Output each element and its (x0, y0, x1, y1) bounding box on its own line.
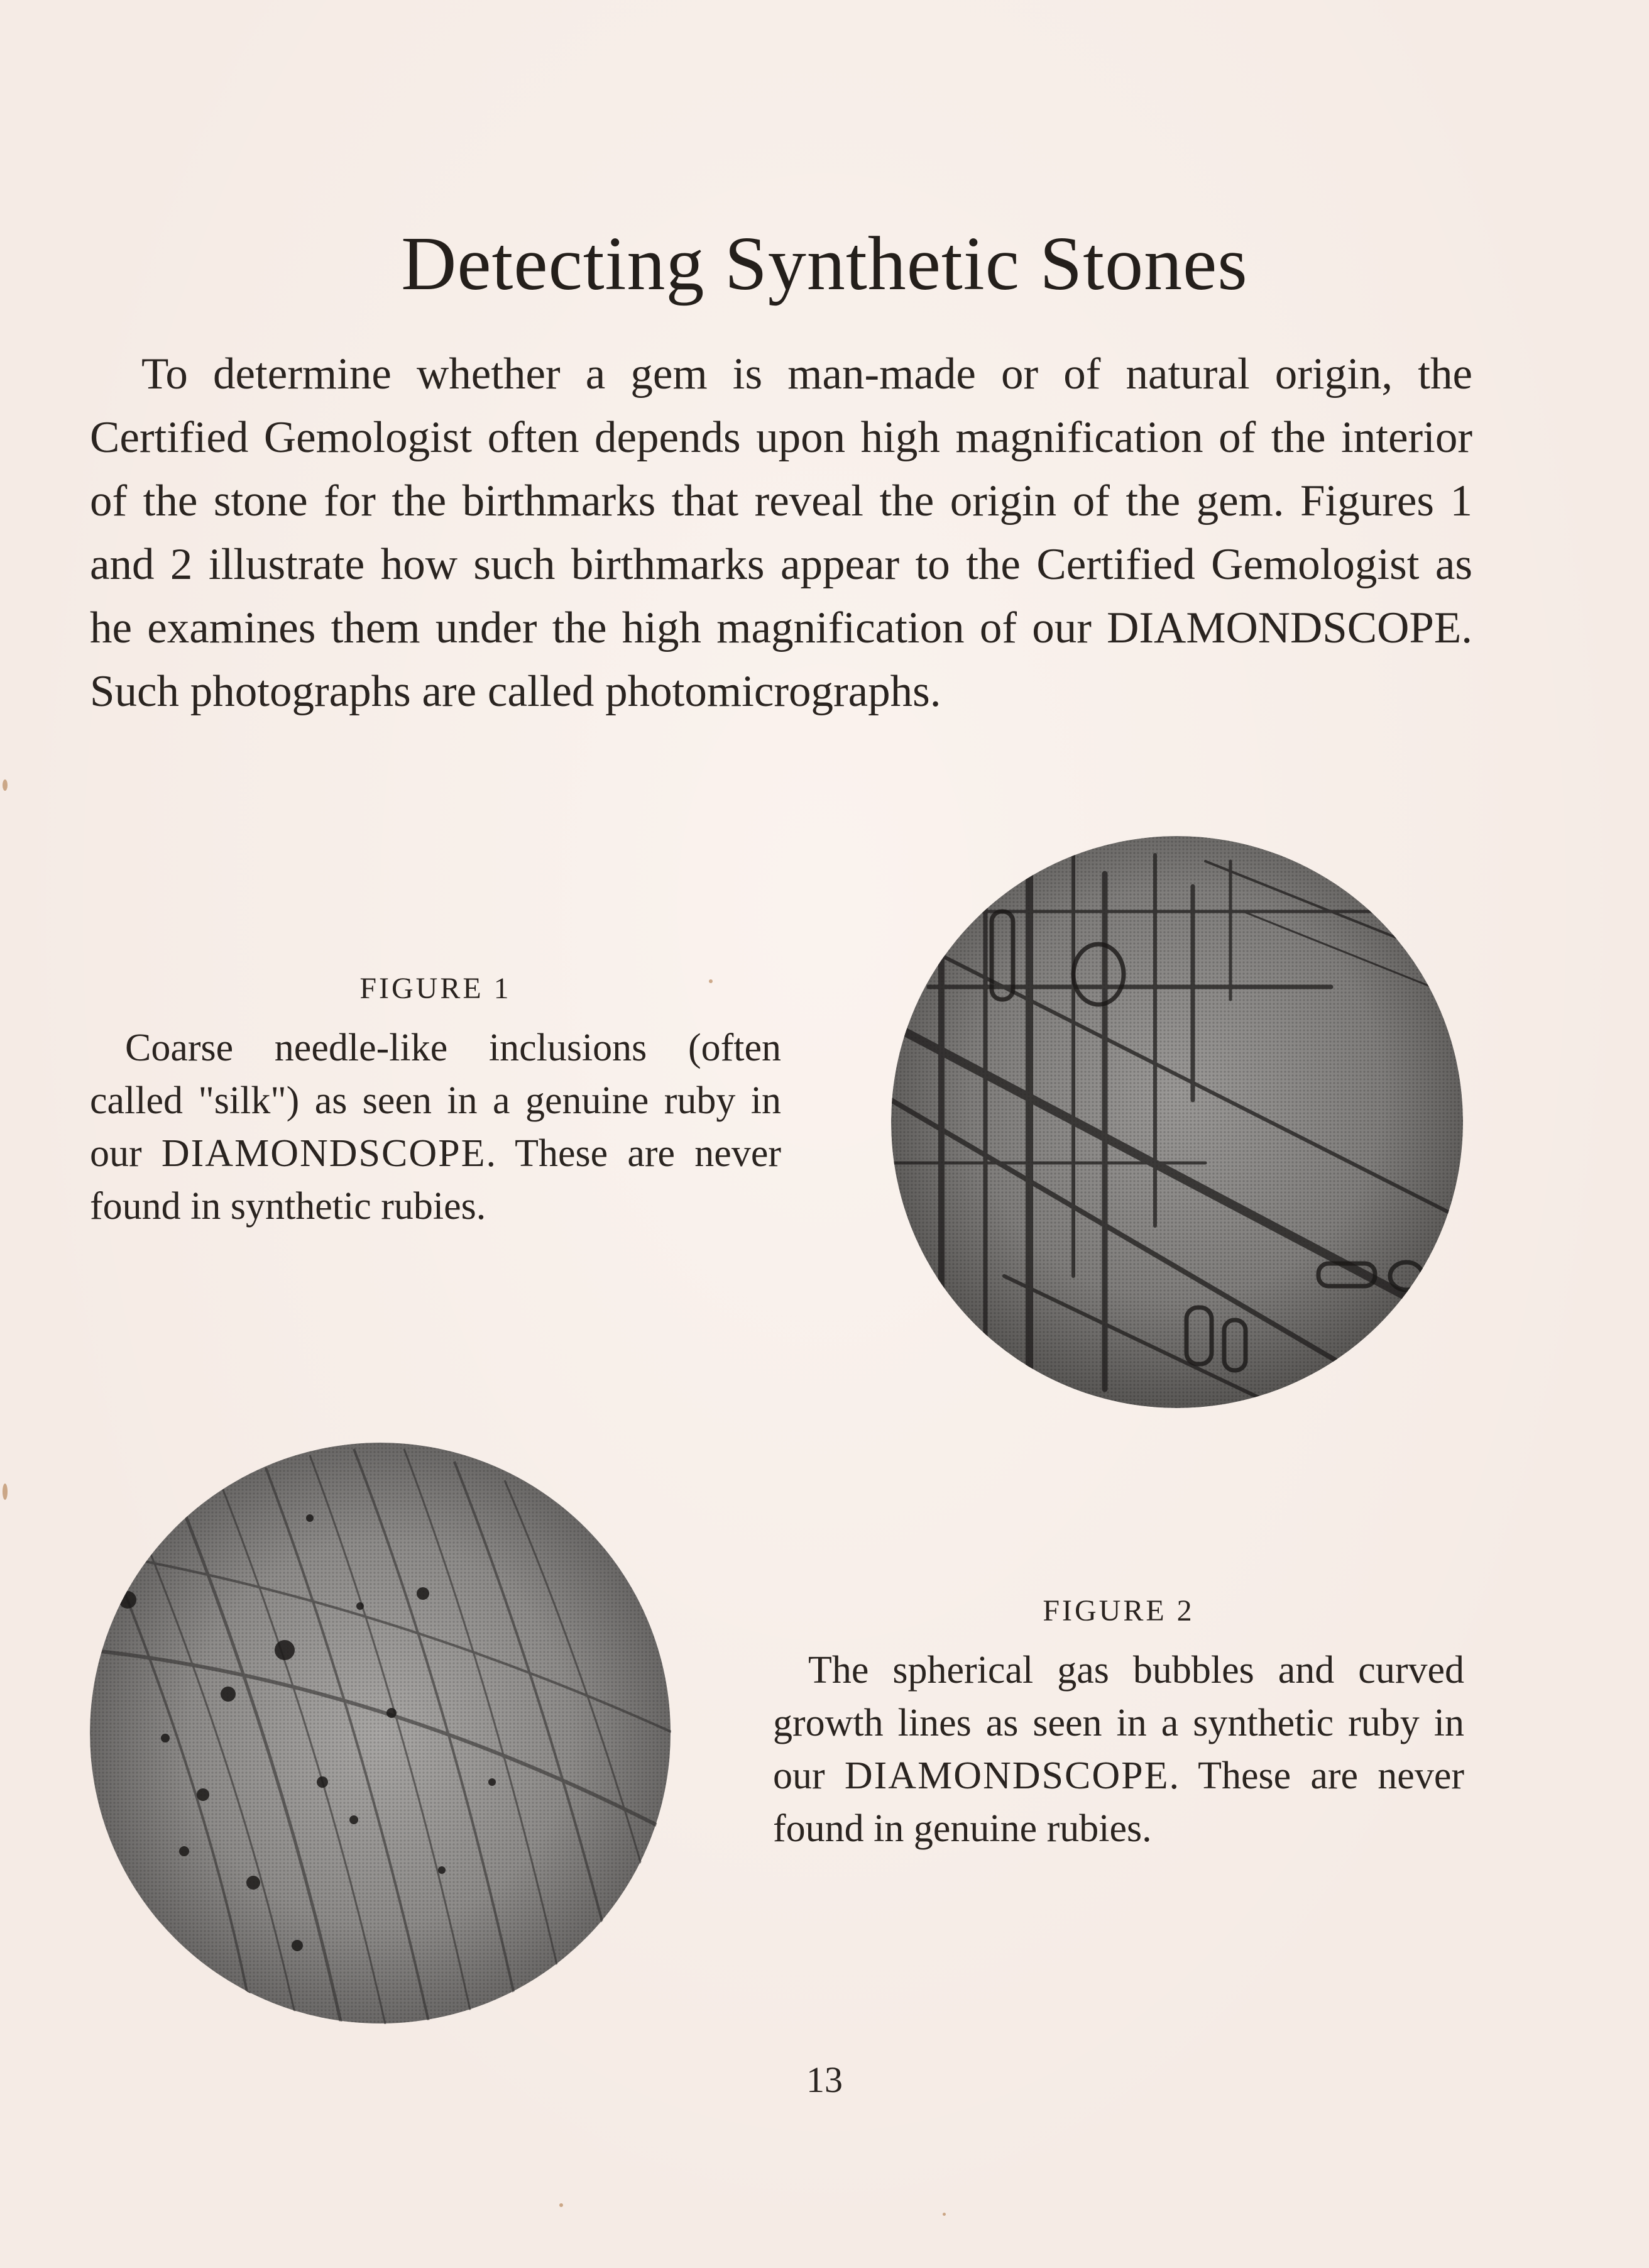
figure-2-caption-text: The spherical gas bubbles and curved growth lines as seen in a synthetic ruby in our (773, 1649, 1464, 1797)
figure-1-label: FIGURE 1 (359, 972, 512, 1005)
paper-speck (709, 979, 713, 983)
figure-1-photomicrograph (891, 836, 1463, 1408)
figure-1-caption-end: . These are never found in synthetic rubies. (90, 1132, 781, 1228)
intro-brand: DIAMONDSCOPE (1107, 603, 1462, 652)
figure-1-caption-text: Coarse needle-like inclusions (often called "silk") as seen in a genuine ruby in our (90, 1027, 781, 1175)
figure-1-caption (90, 1021, 781, 1233)
figure-2-photomicrograph (90, 1443, 671, 2024)
silk-inclusions-image (891, 836, 1463, 1408)
page-title: Detecting Synthetic Stones (401, 221, 1248, 306)
figure-2-caption-end: . These are never found in genuine rubies. (773, 1754, 1464, 1850)
paper-speck (559, 2203, 563, 2207)
page-number: 13 (806, 2059, 843, 2100)
figure-2-brand: DIAMONDSCOPE (844, 1754, 1170, 1797)
paper-speck (3, 1484, 8, 1500)
paper-speck (3, 779, 8, 791)
gas-bubbles-image (90, 1443, 671, 2024)
figure-2-label: FIGURE 2 (1043, 1594, 1195, 1627)
intro-paragraph (90, 343, 1472, 724)
intro-text: To determine whether a gem is man-made or of natural origin, the Certified Gemologist often depends upon high magnification of the interior of the stone for the birthmarks that reveal the origin of the gem. Figures 1 and 2 illustrate how such birthmarks appear to the Certified Gemologist as he examines them under the high magnification of our (90, 350, 1472, 652)
intro-text-end: . Such photographs are called photomicrographs. (90, 603, 1472, 716)
figure-2-caption (773, 1644, 1464, 1855)
figure-1-brand: DIAMONDSCOPE (161, 1132, 486, 1175)
paper-speck (943, 2213, 946, 2216)
